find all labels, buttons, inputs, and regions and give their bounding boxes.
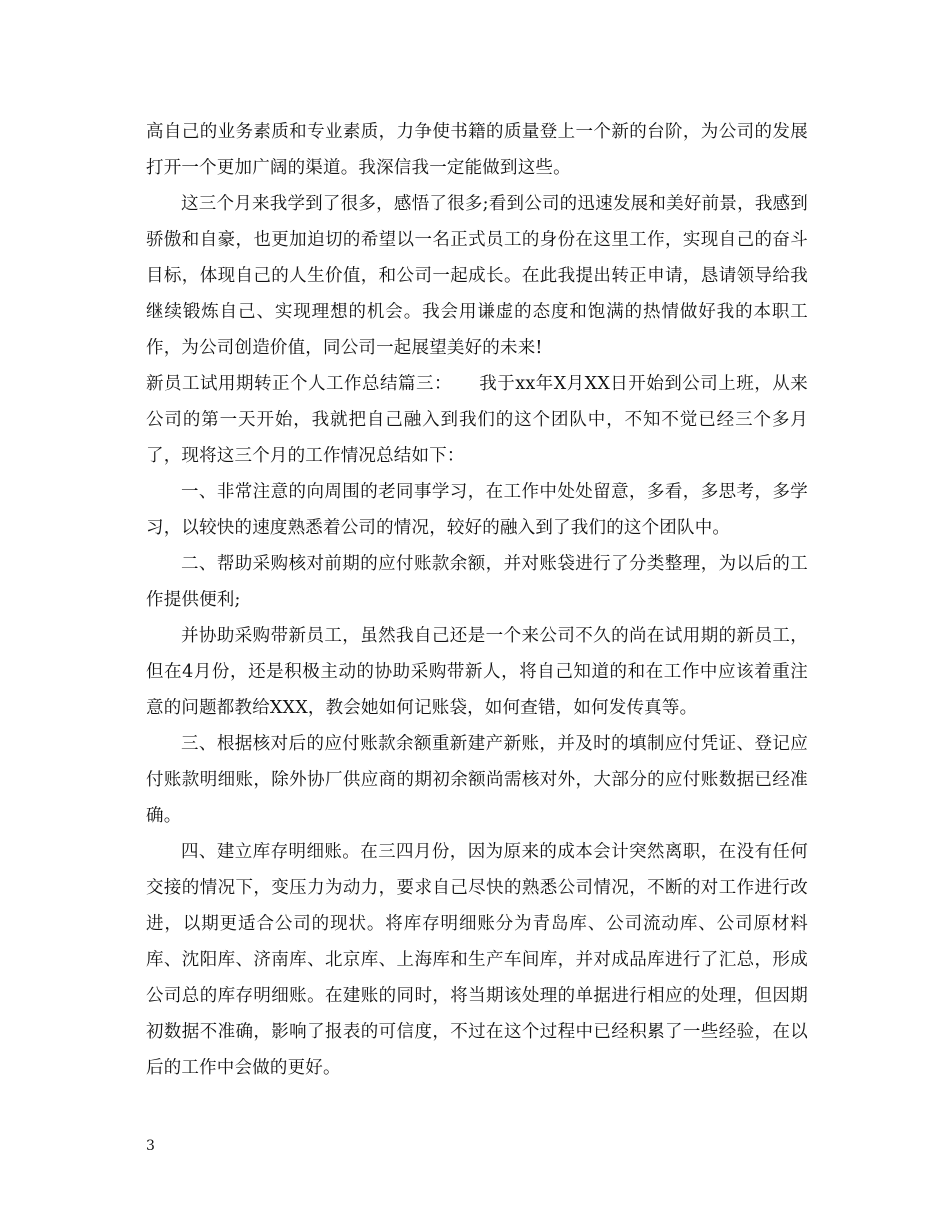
paragraph-1: 高自己的业务素质和专业素质，力争使书籍的质量登上一个新的台阶，为公司的发展打开一个更加广阔的渠道。我深信我一定能做到这些。 <box>146 122 808 178</box>
paragraph-2: 这三个月来我学到了很多，感悟了很多;看到公司的迅速发展和美好前景，我感到骄傲和自豪，也更加迫切的希望以一名正式员工的身份在这里工作，实现自己的奋斗目标，体现自己的人生价值，和公司一起成长。在此我提出转正申请，恳请领导给我继续锻炼自己、实现理想的机会。我会用谦虚的态度和饱满的热情做好我的本职工作，为公司创造价值，同公司一起展望美好的未来! <box>146 194 808 358</box>
paragraph-8: 四、建立库存明细账。在三四月份，因为原来的成本会计突然离职，在没有任何交接的情况下，变压力为动力，要求自己尽快的熟悉公司情况，不断的对工作进行改进，以期更适合公司的现状。将库存明细账分为青岛库、公司流动库、公司原材料库、沈阳库、济南库、北京库、上海库和生产车间库，并对成品库进行了汇总，形成公司总的库存明细账。在建账的同时，将当期该处理的单据进行相应的处理，但因期初数据不准确，影响了报表的可信度，不过在这个过程中已经积累了一些经验，在以后的工作中会做的更好。 <box>146 842 808 1078</box>
document-body <box>146 114 808 1086</box>
paragraph-5: 二、帮助采购核对前期的应付账款余额，并对账袋进行了分类整理，为以后的工作提供便利; <box>146 554 808 610</box>
paragraph-3: 新员工试用期转正个人工作总结篇三： 我于xx年X月XX日开始到公司上班，从来公司的第一天开始，我就把自己融入到我们的这个团队中，不知不觉已经三个多月了，现将这三个月的工作情况总结如下： <box>146 374 808 466</box>
paragraph-6: 并协助采购带新员工，虽然我自己还是一个来公司不久的尚在试用期的新员工，但在4月份，还是积极主动的协助采购带新人，将自己知道的和在工作中应该着重注意的问题都教给XXX，教会她如何记账袋，如何查错，如何发传真等。 <box>146 626 808 718</box>
paragraph-7: 三、根据核对后的应付账款余额重新建产新账，并及时的填制应付凭证、登记应付账款明细账，除外协厂供应商的期初余额尚需核对外，大部分的应付账数据已经准确。 <box>146 734 808 826</box>
page-number: 3 <box>146 1138 155 1154</box>
paragraph-4: 一、非常注意的向周围的老同事学习，在工作中处处留意，多看，多思考，多学习，以较快的速度熟悉着公司的情况，较好的融入到了我们的这个团队中。 <box>146 482 808 538</box>
